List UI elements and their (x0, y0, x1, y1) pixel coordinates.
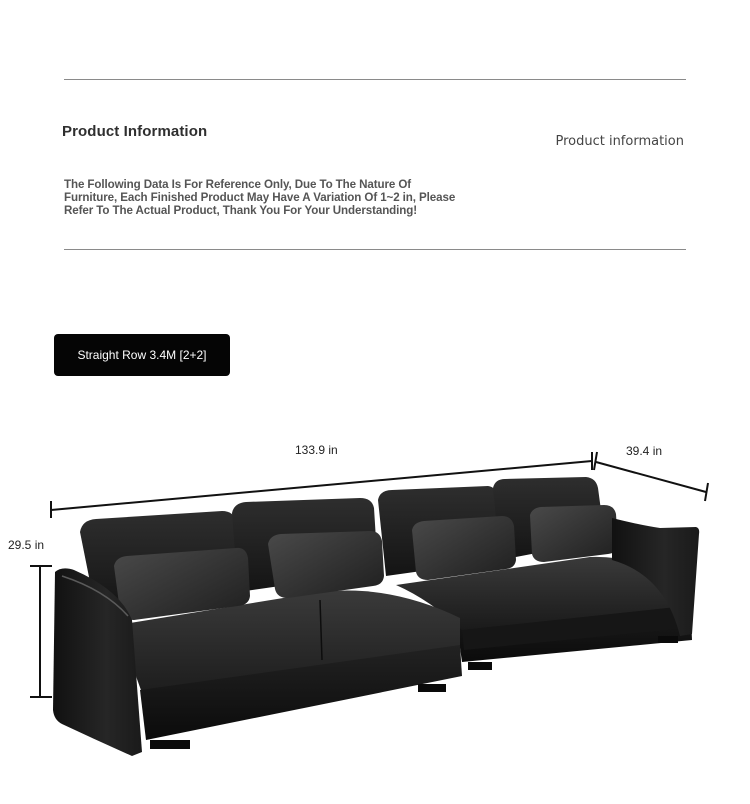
height-label: 29.5 in (8, 538, 45, 552)
depth-dimension-line (594, 452, 708, 501)
variant-label: Straight Row 3.4M [2+2] (77, 348, 207, 362)
height-dimension-line (30, 566, 52, 697)
length-label: 133.9 in (295, 443, 338, 457)
section-subtitle: Product information (555, 134, 684, 149)
depth-label: 39.4 in (626, 444, 663, 458)
reference-disclaimer: The Following Data Is For Reference Only, Due To The Nature Of Furniture, Each Finished Product May Have A Variation Of 1~2 in, Please Refer To The Actual Product, Thank You For Your Understanding! (64, 178, 456, 217)
section-title: Product Information (62, 123, 208, 140)
sofa-image (53, 477, 699, 756)
